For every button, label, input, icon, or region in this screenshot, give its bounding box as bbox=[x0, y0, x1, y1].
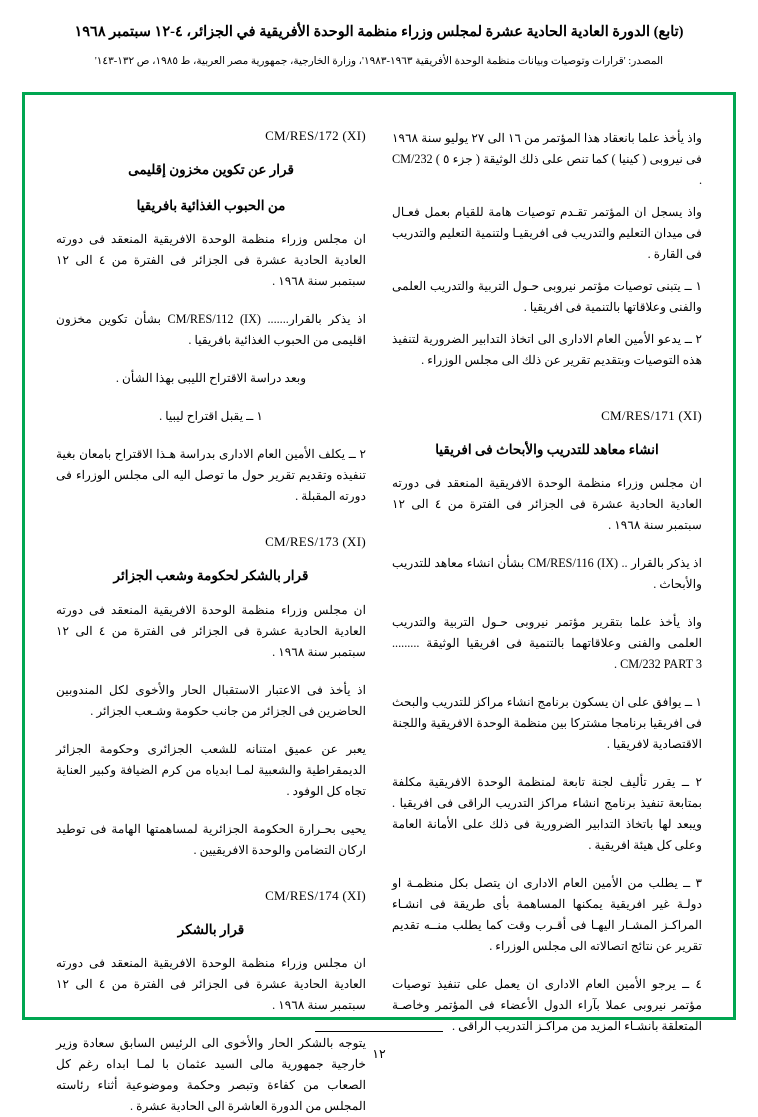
resolution-code: CM/RES/174 (XI) bbox=[265, 887, 366, 903]
resolution-title-line: قرار عن تكوين مخزون إقليمى bbox=[128, 162, 294, 177]
resolution-code: CM/RES/173 (XI) bbox=[265, 534, 366, 550]
paragraph: ٣ ــ يطلب من الأمين العام الادارى ان يتصل بكل منظمـة او دولـة غير افريقية يمكنها المساهمة بأى طريقة فى انشـاء المراكـز المشـار اليهـا فى أقـرب وقت كما يطلب منــه تقديم تقرير عن نتائج اتصالاته الى مجلس الوزراء . bbox=[392, 876, 702, 954]
paragraph: ان مجلس وزراء منظمة الوحدة الافريقية المنعقد فى دورته العادية الحادية عشرة فى الجزائر فى الفترة من ٤ الى ١٢ سبتمبر سنة ١٩٦٨ . bbox=[56, 602, 366, 659]
resolution-title-line: قرار بالشكر لحكومة وشعب الجزائر bbox=[113, 568, 309, 584]
column-right bbox=[392, 128, 703, 1034]
page-number: ١٢ bbox=[372, 1047, 386, 1061]
paragraph: واذ يأخذ علما بتقرير مؤتمر نيروبى حـول التربية والتدريب العلمى والفنى وعلاقاتهما بالتنمية فى افريقيا الوثيقة ......... CM/232 PART 3 . bbox=[392, 615, 702, 672]
resolution-code: CM/RES/172 (XI) bbox=[265, 128, 366, 143]
paragraph: ٢ ــ يكلف الأمين العام الادارى بدراسة هـذا الاقتراح بامعان بغية تنفيذه وتقديم تقرير حول ما توصل اليه الى مجلس الوزراء فى دورته المقبلة . bbox=[56, 447, 366, 504]
spacer bbox=[56, 872, 366, 888]
footer-rule bbox=[315, 1031, 443, 1032]
paragraph: اذ يأخذ فى الاعتبار الاستقبال الحار والأخوى لكل المندوبين الحاضرين فى الجزائر من جانب حكومة وشـعب الجزائر . bbox=[56, 682, 366, 718]
two-column-body bbox=[34, 104, 724, 1114]
paragraph: ان مجلس وزراء منظمة الوحدة الافريقية المنعقد فى دورته العادية الحادية عشرة فى الجزائر فى الفترة من ٤ الى ١٢ سبتمبر سنة ١٩٦٨ . bbox=[392, 476, 702, 533]
paragraph: ١ ــ يتبنى توصيات مؤتمر نيروبى حـول التربية والتدريب العلمى والفنى وعلاقاتها بالتنمية فى افريقيا . bbox=[392, 278, 702, 314]
paragraph: ان مجلس وزراء منظمة الوحدة الافريقية المنعقد فى دورته العادية الحادية عشرة فى الجزائر فى الفترة من ٤ الى ١٢ سبتمبر سنة ١٩٦٨ . bbox=[56, 232, 366, 289]
source-note: المصدر: 'قرارات وتوصيات وبيانات منظمة الوحدة الأفريقية ١٩٦٣-١٩٨٣'، وزارة الخارجية، جمهورية مصر العربية، ط ١٩٨٥، ص ١٣٢-١٤٣' bbox=[94, 55, 664, 67]
spacer bbox=[392, 382, 702, 408]
resolution-code: CM/RES/171 (XI) bbox=[601, 407, 702, 423]
paragraph: ٢ ــ يدعو الأمين العام الادارى الى اتخاذ التدابير الضرورية لتنفيذ هذه التوصيات وبتقديم تقرير عن ذلك الى مجلس الوزراء . bbox=[392, 331, 702, 367]
paragraph: اذ يذكر بالقرار....... CM/RES/112 (IX) بشأن تكوين مخزون اقليمى من الحبوب الغذائية بافريقيا . bbox=[56, 312, 366, 348]
resolution-title-line: قرار بالشكر bbox=[177, 921, 245, 937]
paragraph: وبعد دراسة الاقتراح الليبى بهذا الشأن . bbox=[115, 371, 307, 386]
paragraph: واذ يأخذ علما بانعقاد هذا المؤتمر من ١٦ الى ٢٧ يوليو سنة ١٩٦٨ فى نيروبى ( كينيا ) كما تنص على ذلك الوثيقة ( جزء ٥ ) CM/232 . bbox=[392, 131, 703, 187]
paragraph: يتوجه بالشكر الحار والأخوى الى الرئيس السابق سعادة وزير خارجية جمهورية مالى السيد عثمان با لمـا ابداه رغم كل الصعاب من كفاءة وتبصر وحكمة وموضوعية أثناء رئاسته المجلس من الدورة العاشرة الى الحادية عشرة . bbox=[56, 1036, 366, 1114]
paragraph: ٤ ــ يرجو الأمين العام الادارى ان يعمل على تنفيذ توصيات مؤتمر نيروبى عملا بآراء الدول الأعضاء فى المؤتمر وخاصـة المتعلقة بانشـاء المزيد من مراكـز التدريب الراقى . bbox=[392, 977, 702, 1034]
spacer bbox=[56, 518, 366, 534]
resolution-title-line: من الحبوب الغذائية بافريقيا bbox=[136, 197, 286, 213]
resolution-title-line: انشاء معاهد للتدريب والأبحاث فى افريقيا bbox=[435, 441, 659, 457]
paragraph: ١ ــ يوافق على ان يسكون برنامج انشاء مراكز للتدريب والبحث فى افريقيا برنامجا مشتركا بين منظمة الوحدة الافريقية واللجنة الاقتصادية لافريقيا . bbox=[392, 695, 702, 752]
paragraph: يحيى بحـرارة الحكومة الجزائرية لمساهمتها الهامة فى توطيد اركان التضامن والوحدة الافريقيين . bbox=[56, 821, 366, 857]
column-left bbox=[56, 128, 366, 1114]
page-header bbox=[0, 0, 758, 70]
paragraph: اذ يذكر بالقرار .. CM/RES/116 (IX) بشأن انشاء معاهد للتدريب والأبحاث . bbox=[392, 556, 702, 592]
paragraph: واذ يسجل ان المؤتمر تقـدم توصيات هامة للقيام بعمل فعـال فى ميدان التعليم والتدريب فى افريقيـا ولتنمية التعليم والتدريب فى القارة . bbox=[392, 204, 702, 261]
paragraph: يعبر عن عميق امتنانه للشعب الجزائرى وحكومة الجزائر الديمقراطية والشعبية لمـا ابدياه من كرم الضيافة وكبير العناية تجاه كل الوفود . bbox=[56, 741, 366, 798]
paragraph: ١ ــ يقبل اقتراح ليبيا . bbox=[159, 409, 263, 424]
paragraph: ان مجلس وزراء منظمة الوحدة الافريقية المنعقد فى دورته العادية الحادية عشرة فى الجزائر فى الفترة من ٤ الى ١٢ سبتمبر سنة ١٩٦٨ . bbox=[56, 956, 366, 1013]
paragraph: ٢ ــ يقرر تأليف لجنة تابعة لمنظمة الوحدة الافريقية مكلفة بمتابعة تنفيذ برنامج انشاء مراكز التدريب الراقى فى افريقيا . ويبعد لها باتخاذ التدابير الضرورية فى ذلك على الأمانة العامة وعلى كل هيئة افريقية . bbox=[392, 775, 702, 853]
page-title: (تابع) الدورة العادية الحادية عشرة لمجلس وزراء منظمة الوحدة الأفريقية في الجزائر، ٤-١٢ سبتمبر ١٩٦٨ bbox=[74, 24, 684, 40]
